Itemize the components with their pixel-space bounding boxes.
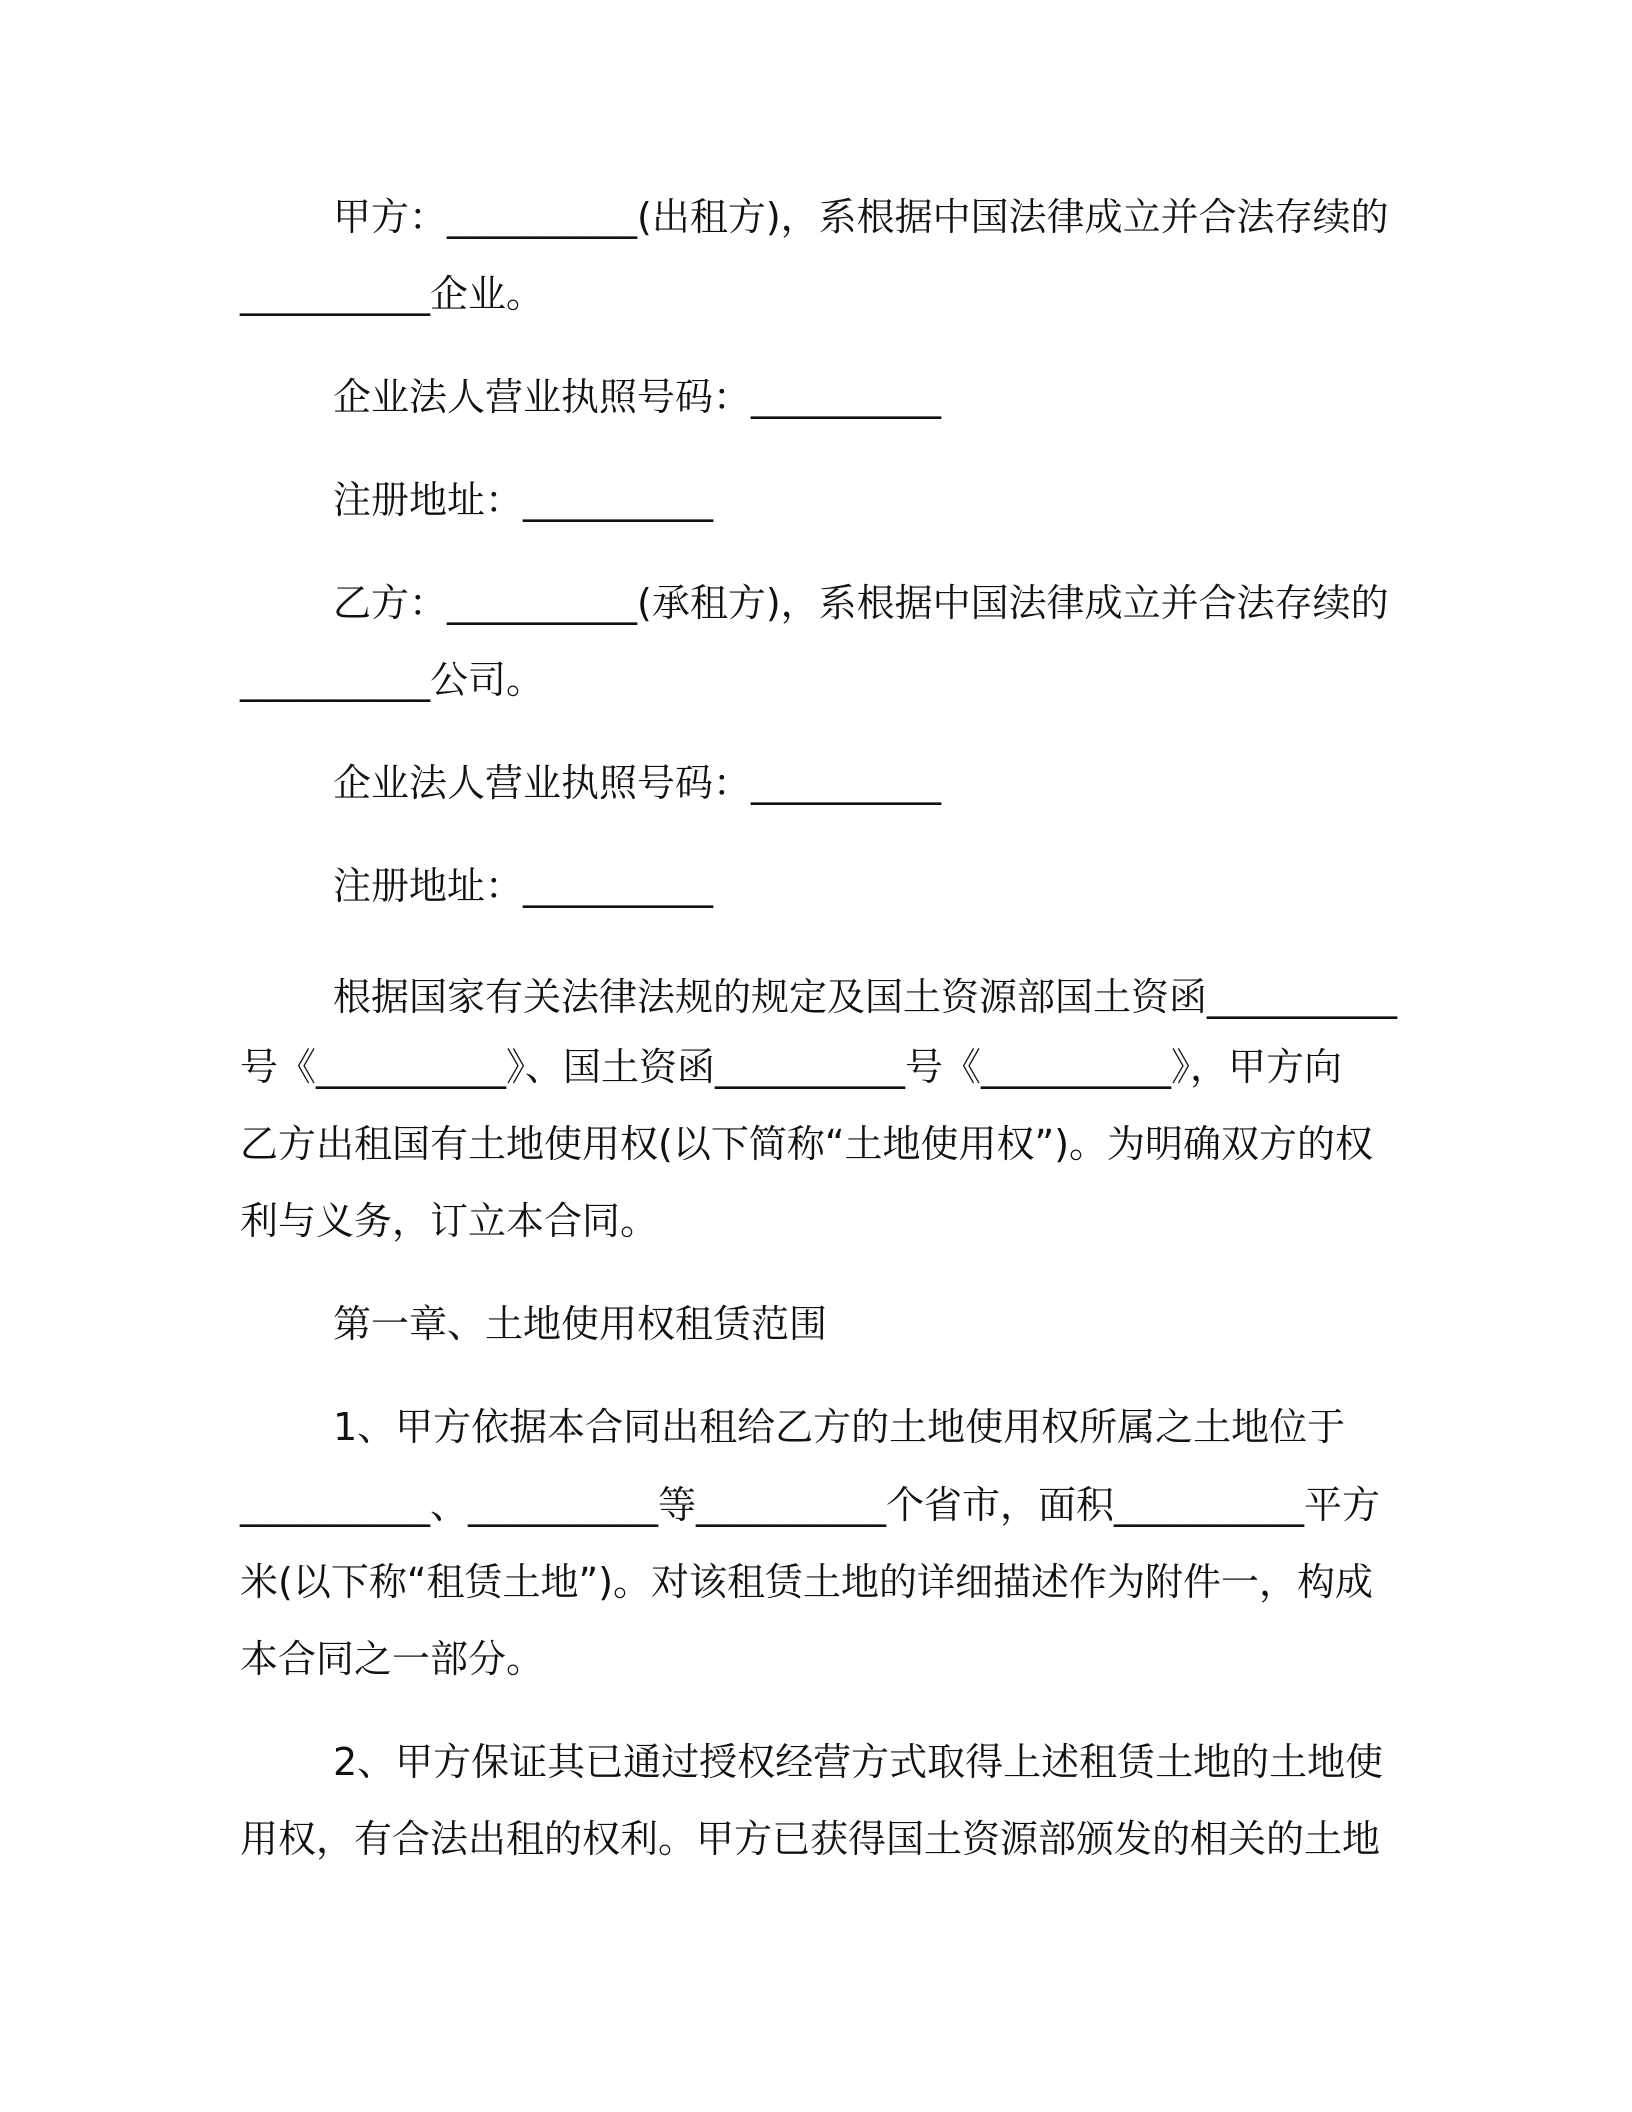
party-a-address: 注册地址：__________ [333,478,714,522]
party-b-address: 注册地址：__________ [333,864,714,908]
preamble-line-4: 利与义务，订立本合同。 [240,1199,659,1243]
party-b-line-1: 乙方：__________(承租方)，系根据中国法律成立并合法存续的 [333,581,1389,625]
preamble-line-2: 号《__________》、国土资函__________号《__________》，甲方向 [240,1045,1343,1089]
party-a-license: 企业法人营业执照号码：__________ [333,375,942,419]
clause-1-line-3: 米(以下称“租赁土地”)。对该租赁土地的详细描述作为附件一，构成 [240,1560,1374,1604]
chapter-1-title: 第一章、土地使用权租赁范围 [333,1302,828,1346]
clause-2-line-1: 2、甲方保证其已通过授权经营方式取得上述租赁土地的土地使 [333,1740,1384,1784]
clause-1-line-4: 本合同之一部分。 [240,1637,545,1681]
clause-1-line-2: __________、__________等__________个省市，面积__________平方 [240,1483,1381,1527]
party-b-line-2: __________公司。 [240,658,545,702]
preamble-line-3: 乙方出租国有土地使用权(以下简称“土地使用权”)。为明确双方的权 [240,1122,1374,1166]
party-a-line-1: 甲方：__________(出租方)，系根据中国法律成立并合法存续的 [333,195,1389,239]
preamble-line-1: 根据国家有关法律法规的规定及国土资源部国土资函__________ [333,975,1398,1019]
party-a-line-2: __________企业。 [240,272,545,316]
clause-2-line-2: 用权，有合法出租的权利。甲方已获得国土资源部颁发的相关的土地 [240,1817,1381,1861]
party-b-license: 企业法人营业执照号码：__________ [333,761,942,805]
clause-1-line-1: 1、甲方依据本合同出租给乙方的土地使用权所属之土地位于 [333,1405,1346,1449]
